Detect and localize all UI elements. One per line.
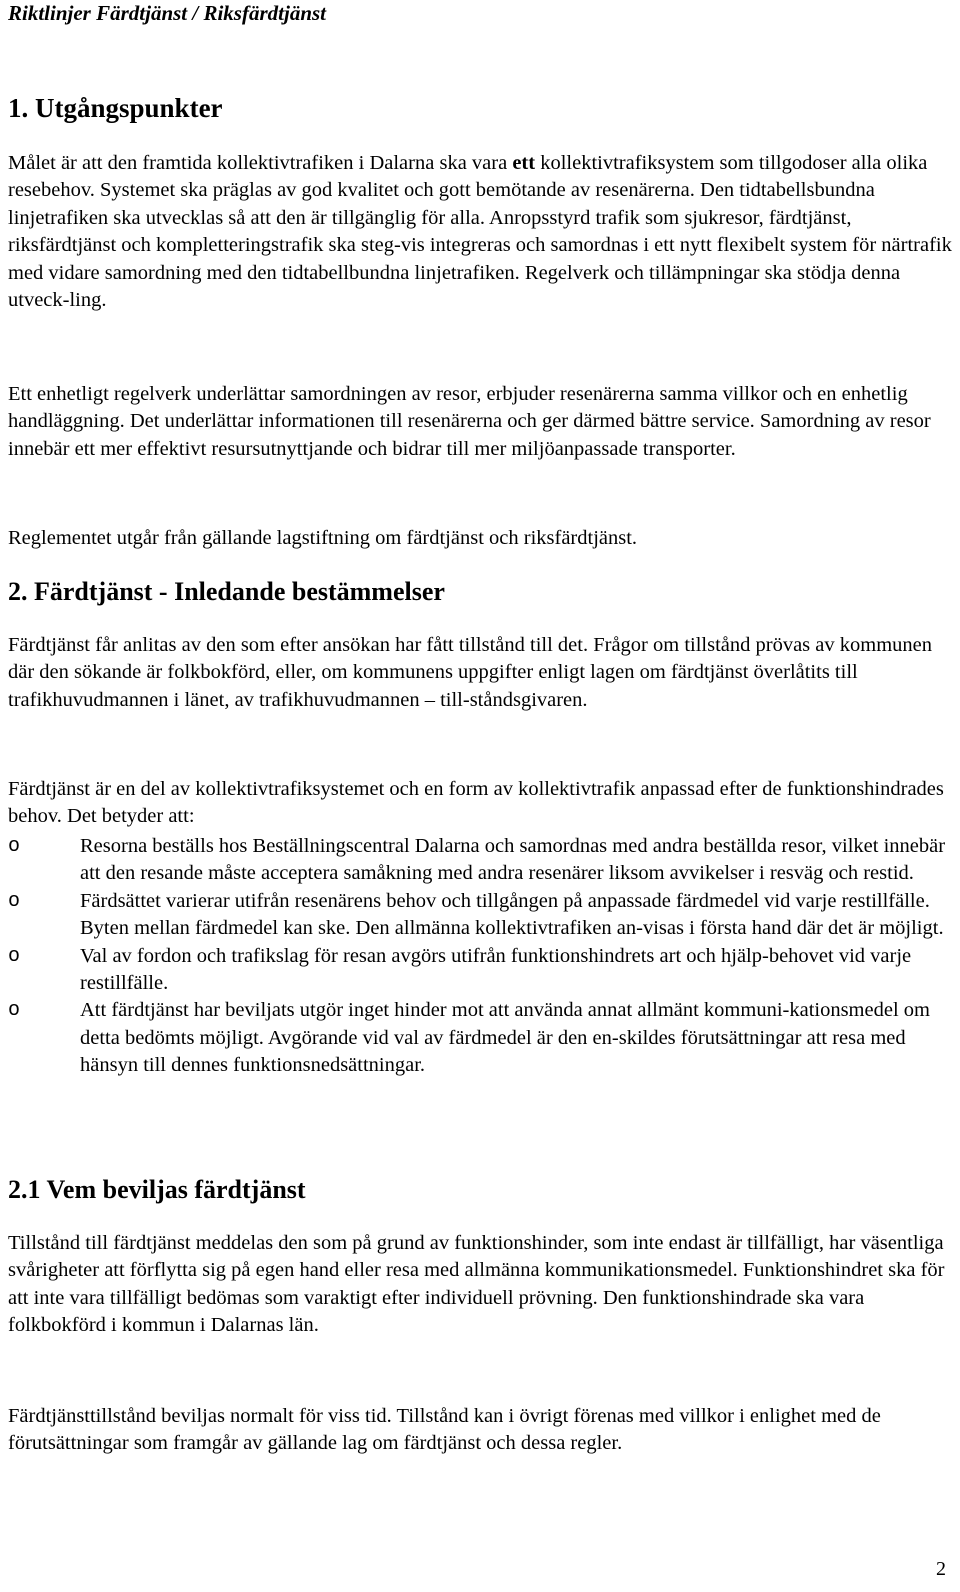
list-item (8, 888, 952, 943)
section-2-1-paragraph-1: Tillstånd till färdtjänst meddelas den som på grund av funktionshinder, som inte endast är tillfälligt, har väsentliga svårigheter att förflytta sig på egen hand eller resa med allmänna kommunikationsmedel. Funktionshindret ska för att inte vara tillfälligt bedömas som varaktigt efter individuell prövning. Den funktionshindrade ska vara folkbokförd i kommun i Dalarnas län. (8, 1232, 945, 1337)
section-2-1-paragraph-2: Färdtjänsttillstånd beviljas normalt för viss tid. Tillstånd kan i övrigt förenas med villkor i enlighet med de förutsättningar som framgår av gällande lag om färdtjänst och dessa regler. (8, 1405, 881, 1455)
bullet-marker: o (8, 944, 21, 968)
section-1-heading: 1. Utgångspunkter (8, 93, 223, 123)
list-item (8, 943, 952, 998)
list-item-text: Val av fordon och trafikslag för resan avgörs utifrån funktionshindrets art och hjälp-behovet vid varje restillfälle. (80, 944, 912, 995)
section-1-paragraph-1 (8, 150, 952, 314)
section-2-paragraph-2: Färdtjänst är en del av kollektivtrafiksystemet och en form av kollektivtrafik anpassad efter de funktionshindrades behov. Det betyder att: (8, 778, 944, 828)
conditions-list (8, 833, 952, 1080)
list-item-text: Att färdtjänst har beviljats utgör inget hinder mot att använda annat allmänt kommuni-kationsmedel om detta bedömts möjligt. Avgörande vid val av färdmedel är den en-skildes förutsättningar att resa med hänsyn till dennes funktionsnedsättningar. (80, 999, 930, 1077)
section-2-1-heading: 2.1 Vem beviljas färdtjänst (8, 1175, 306, 1204)
list-item (8, 833, 952, 888)
list-item (8, 997, 952, 1079)
section-1-paragraph-3: Reglementet utgår från gällande lagstiftning om färdtjänst och riksfärdtjänst. (8, 527, 638, 549)
section-2-heading: 2. Färdtjänst - Inledande bestämmelser (8, 577, 445, 606)
list-item-text: Färdsättet varierar utifrån resenärens behov och tillgången på anpassade färdmedel vid varje restillfälle. Byten mellan färdmedel kan ske. Den allmänna kollektivtrafiken an-visas i första hand där det är möjligt. (80, 889, 944, 940)
para-text-pre: Målet är att den framtida kollektivtrafiken i Dalarna ska vara (8, 152, 513, 174)
section-1-paragraph-2: Ett enhetligt regelverk underlättar samordningen av resor, erbjuder resenärerna samma villkor och en enhetlig handläggning. Det underlättar informationen till resenärerna och ger därmed bättre service. Samordning av resor innebär ett mer effektivt resursutnyttjande och bidrar till mer miljöanpassade transporter. (8, 383, 931, 460)
para-text-bold: ett (512, 152, 536, 174)
section-2-paragraph-1: Färdtjänst får anlitas av den som efter ansökan har fått tillstånd till det. Frågor om tillstånd prövas av kommunen där den sökande är folkbokförd, eller, om kommunens uppgifter enligt lagen om färdtjänst överlåtits till trafikhuvudmannen i länet, av trafikhuvudmannen – till-ståndsgivaren. (8, 634, 932, 711)
bullet-marker: o (8, 999, 21, 1023)
running-header: Riktlinjer Färdtjänst / Riksfärdtjänst (8, 1, 327, 25)
para-text-post: kollektivtrafiksystem som tillgodoser alla olika resebehov. Systemet ska präglas av god kvalitet och gott bemötande av resenärerna. Den tidtabellsbundna linjetrafiken ska utvecklas så att den är tillgänglig för alla. Anropsstyrd trafik som sjukresor, färdtjänst, riksfärdtjänst och kompletteringstrafik ska steg-vis integreras och samordnas i ett nytt flexibelt system för närtrafik med vidare samordning med den tidtabellbundna linjetrafiken. Regelverk och tillämpningar ska stödja denna utveck-ling. (8, 152, 952, 312)
bullet-marker: o (8, 835, 21, 858)
list-item-text: Resorna beställs hos Beställningscentral Dalarna och samordnas med andra beställda resor, vilket innebär att den resande måste acceptera samåkning med andra resenärer liksom avvikelser i resväg och restid. (80, 835, 946, 885)
bullet-marker: o (8, 889, 21, 913)
page-number: 2 (936, 1558, 946, 1580)
